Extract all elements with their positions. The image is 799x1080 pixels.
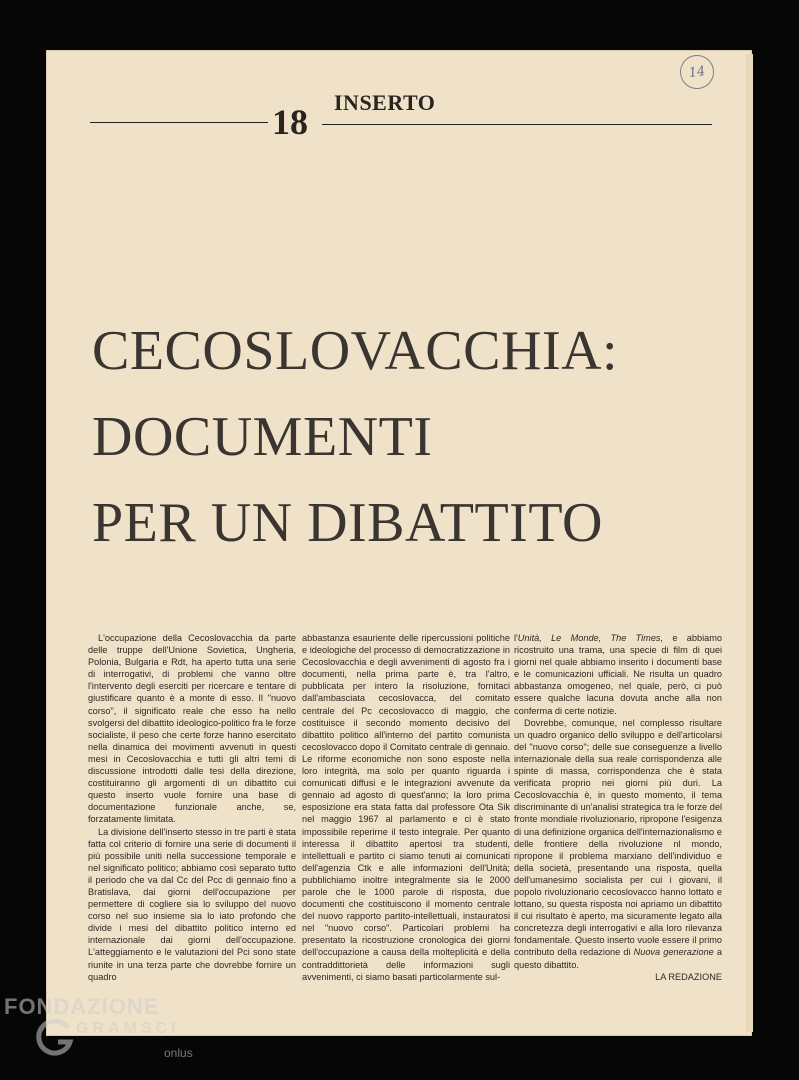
header-rule-right [322, 124, 712, 125]
article-column-2 [302, 632, 510, 983]
header-rule-left [90, 122, 268, 123]
headline-line-2: DOCUMENTI [92, 406, 433, 468]
text-run: Dovrebbe, comunque, nel complesso risultare un quadro organico dello sviluppo e dell'articolarsi del "nuovo corso"; delle sue conseguenze a livello internazionale della sua reale corrispondenza alle spinte di massa, corrispondenza che è stata verificata proprio nei giorni più duri. La Cecoslovacchia è, in questo momento, il tema discriminante di un'analisi strategica tra le forze del fronte mondiale rivoluzionario, ripropone l'esigenza di una definizione organica dell'internazionalismo e delle frontiere della rivoluzione nl mondo, ripropone il problema marxiano dell'individuo e della società, presentando una risposta, quella dell'umanesimo socialista per cui i giovani, il popolo rivoluzionario cecoslovacco hanno lottato e lottano, su questa risposta noi apriamo un dibattito il cui risultato è aperto, ma sicuramente legato alla concretezza degli interrogativi e alla loro rilevanza fondamentale. Questo inserto vuole essere il primo contributo della redazione di [514, 717, 722, 958]
watermark [4, 994, 204, 1064]
signature: LA REDAZIONE [655, 971, 722, 982]
text-run: a questo dibattito. [514, 947, 722, 970]
italic-publications: Unità, Le Monde, The Times, [517, 633, 664, 643]
text-run: e abbiamo ricostruito una trama, una specie di film di quei giorni nel quale abbiamo inserito i documenti base e le comunicazioni ufficiali. Ne risulta un quadro abbastanza omogeneo, nel quale, però, ci può essere qualche lacuna dovuta anche alla non conferma di certe notizie. [514, 633, 722, 716]
headline-line-1: CECOSLOVACCHIA: [92, 320, 619, 382]
article-column-3 [514, 632, 722, 983]
headline [92, 308, 732, 566]
article-column-1 [88, 632, 296, 983]
paragraph: L'occupazione della Cecoslovacchia da parte delle truppe dell'Unione Sovietica, Ungheria, Polonia, Bulgaria e Rdt, ha aperto tutta una serie di interrogativi, di problemi che vanno oltre l'intervento degli eserciti per ricercare e tentare di giustificare quanto è a monte di esso. Il "nuovo corso", il significato reale che esso ha nello svolgersi del dibattito ideologico-politico fra le forze socialiste, il peso che certe forze hanno esercitato nella dinamica dei movimenti avvenuti in questi mesi in Cecoslovacchia e tutti gli altri temi di discussione introdotti dalle tesi della direzione, costituiranno gli argomenti di un dibattito cui questo inserto vuole fornire una base di documentazione funzionale anche, se, forzatamente limitata. [88, 633, 296, 825]
watermark-line-2: GRAMSCI [76, 1020, 180, 1037]
paragraph: abbastanza esauriente delle ripercussioni politiche e ideologiche del processo di democratizzazione in Cecoslovacchia e degli avvenimenti di agosto fra i documenti, nella prima parte è, tra l'altro, pubblicata per intero la risoluzione, fornitaci dall'ambasciata cecoslovacca, del comitato centrale del Pc cecoslovacco di maggio, che costituisce il secondo momento decisivo del dibattito politico all'interno del partito comunista cecoslovacco dopo il Comitato centrale di gennaio. Le riforme economiche non sono esposte nella loro integrità, ma solo per quanto riguarda i comunicati diffusi e le integrazioni avvenute da gennaio ad agosto di quest'anno; la loro prima esposizione era stata fatta dal professore Ota Sik nel maggio 1967 al parlamento e ci è stato impossibile reperirne il testo integrale. Per quanto interessa il dibattito apertosi tra studenti, intellettuali e partito ci siamo tenuti ai comunicati dell'agenzia Ctk e alle informazioni dell'Unità; pubblichiamo inoltre integralmente sia le 2000 parole che le 1000 parole di risposta, due documenti che costituiscono il momento centrale del nuovo rapporto partito-intellettuali, instauratosi nel "nuovo corso". Particolari problemi ha presentato la ricostruzione cronologica dei giorni dell'occupazione a causa della molteplicità e della contraddittorietà delle informazioni sugli avvenimenti, ci siamo basati particolarmente sul- [302, 633, 510, 982]
paragraph [514, 632, 722, 717]
stamp-number: 14 [687, 63, 707, 81]
text-run: l' [514, 633, 518, 643]
paragraph: La divisione dell'inserto stesso in tre parti è stata fatta col criterio di fornire una serie di documenti il più possibile uniti nella successione temporale e nel significato politico; abbiamo così separato tutto il periodo che va dal Cc del Pcc di gennaio fino a Bratislava, dai giorni dell'occupazione per permettere di cogliere sia lo sviluppo del nuovo corso nel suo insieme sia lo iato profondo che divide i mesi del dibattito politico interno ed internazionale dai giorni dell'occupazione. L'atteggiamento e le valutazioni del Pci sono state riunite in una terza parte che dovrebbe fornire un quadro [88, 826, 296, 982]
watermark-logo-icon [34, 1016, 76, 1058]
watermark-line-1: FONDAZIONE [4, 994, 160, 1019]
section-label: INSERTO [334, 90, 436, 115]
page-number: 18 [272, 102, 308, 142]
italic-publication: Nuova generazione [633, 947, 714, 958]
paragraph [514, 717, 722, 971]
watermark-suffix: onlus [164, 1046, 193, 1060]
headline-line-3: PER UN DIBATTITO [92, 492, 603, 554]
page-edge [746, 54, 753, 1032]
